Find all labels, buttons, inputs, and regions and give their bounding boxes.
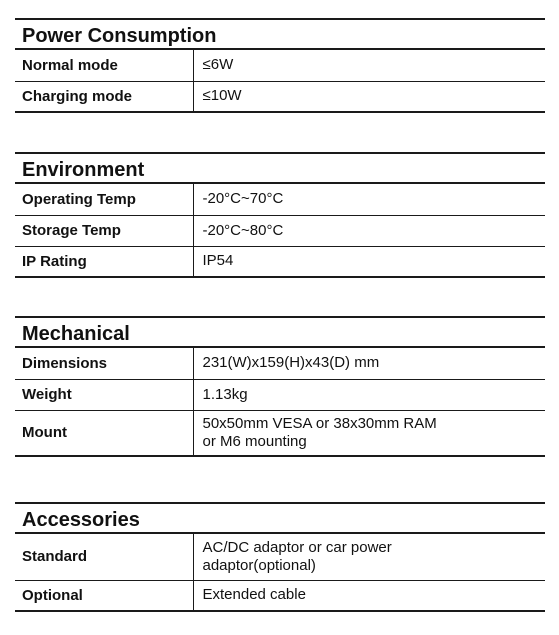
row-label: Optional <box>15 580 193 611</box>
row-value: -20°C~70°C <box>193 184 545 215</box>
row-value: ≤6W <box>193 50 545 81</box>
row-label: Normal mode <box>15 50 193 81</box>
table-row <box>15 246 545 277</box>
table-row <box>15 379 545 410</box>
row-value: 231(W)x159(H)x43(D) mm <box>193 348 545 379</box>
spec-table <box>15 184 545 278</box>
section-title: Accessories <box>15 502 545 534</box>
row-value: AC/DC adaptor or car power adaptor(optional) <box>193 534 545 580</box>
row-value: -20°C~80°C <box>193 215 545 246</box>
row-value: 50x50mm VESA or 38x30mm RAM or M6 mounting <box>193 410 545 456</box>
row-label: Mount <box>15 410 193 456</box>
row-value: 1.13kg <box>193 379 545 410</box>
section-environment <box>15 152 545 278</box>
table-row <box>15 184 545 215</box>
row-label: Weight <box>15 379 193 410</box>
row-label: Standard <box>15 534 193 580</box>
row-label: Operating Temp <box>15 184 193 215</box>
section-title: Power Consumption <box>15 18 545 50</box>
section-accessories <box>15 502 545 612</box>
section-title: Mechanical <box>15 316 545 348</box>
spec-table <box>15 534 545 612</box>
row-value: Extended cable <box>193 580 545 611</box>
row-value: ≤10W <box>193 81 545 112</box>
table-row <box>15 580 545 611</box>
row-label: Storage Temp <box>15 215 193 246</box>
table-row <box>15 81 545 112</box>
row-value: IP54 <box>193 246 545 277</box>
spec-table <box>15 50 545 113</box>
section-title: Environment <box>15 152 545 184</box>
row-label: Charging mode <box>15 81 193 112</box>
row-label: Dimensions <box>15 348 193 379</box>
section-mechanical <box>15 316 545 457</box>
table-row <box>15 410 545 456</box>
table-row <box>15 215 545 246</box>
row-label: IP Rating <box>15 246 193 277</box>
spec-table <box>15 348 545 457</box>
section-power-consumption <box>15 18 545 113</box>
table-row <box>15 50 545 81</box>
table-row <box>15 348 545 379</box>
table-row <box>15 534 545 580</box>
